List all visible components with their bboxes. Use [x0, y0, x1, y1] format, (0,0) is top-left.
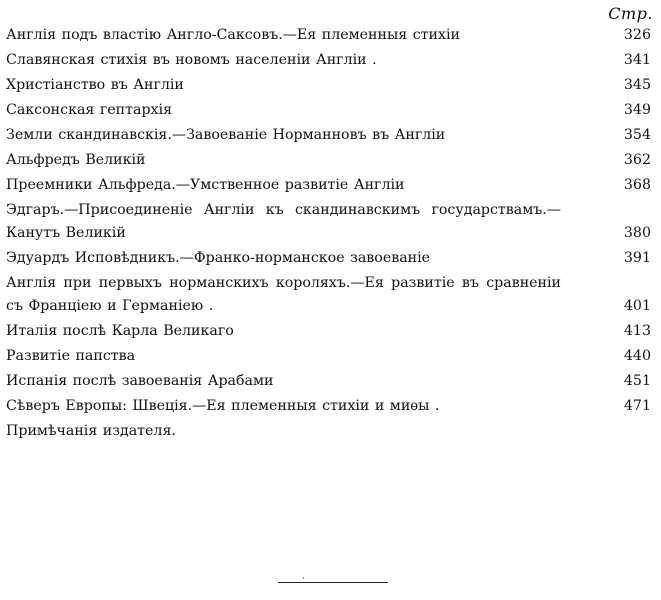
toc-entry-title: Примѣчанія издателя.: [6, 423, 176, 439]
toc-entry: [6, 318, 651, 343]
toc-entry-page: 326: [623, 27, 651, 43]
toc-entry-title: Земли скандинавскія.—Завоеваніе Норманновъ въ Англіи: [6, 127, 446, 143]
toc-entry: [6, 147, 651, 172]
toc-entry-title: Альфредъ Великій: [6, 152, 146, 168]
toc-entry-title: Испанія послѣ завоеванія Арабами: [6, 373, 274, 389]
toc-entry: [6, 368, 651, 393]
toc-entry: [6, 47, 651, 72]
toc-entry-page: 341: [623, 52, 651, 68]
toc-entry-page: 471: [623, 398, 651, 414]
toc-entry-title: Эдгаръ.—Присоединеніе Англіи къ скандинавскимъ государствамъ.—Канутъ Великій: [6, 202, 561, 241]
toc-entry-title: Саксонская гептархія: [6, 102, 173, 118]
toc-entry-page: 380: [623, 225, 651, 241]
toc-entry: [6, 245, 651, 270]
toc-entry-page: 401: [623, 298, 651, 314]
closing-rule: [278, 582, 388, 583]
page-column-label: Стр.: [608, 4, 653, 23]
toc-entry: [6, 343, 651, 368]
toc-entry: [6, 197, 651, 245]
toc-entry-page: 440: [623, 348, 651, 364]
toc-entry-title: Христіанство въ Англіи: [6, 77, 184, 93]
toc-entry-page: 345: [623, 77, 651, 93]
toc-entry-title: Преемники Альфреда.—Умственное развитіе Англіи: [6, 177, 405, 193]
toc-entry-title: Славянская стихія въ новомъ населеніи Англіи .: [6, 52, 377, 68]
toc-entry-page: 391: [623, 250, 651, 266]
toc-entry-page: 362: [623, 152, 651, 168]
toc-entry: [6, 22, 651, 47]
toc-entry-page: 349: [623, 102, 651, 118]
toc-entry-page: 354: [623, 127, 651, 143]
toc-entry: [6, 97, 651, 122]
toc-entry: [6, 72, 651, 97]
toc-entry-page: 368: [623, 177, 651, 193]
toc-entry: [6, 122, 651, 147]
toc-entry-page: 451: [623, 373, 651, 389]
toc-entry-page: 413: [623, 323, 651, 339]
toc-entry-title: Развитіе папства: [6, 348, 136, 364]
toc-entry-title: Англія при первыхъ норманскихъ короляхъ.—Ея развитіе въ сравненіи съ Франціею и Германіею .: [6, 275, 561, 314]
rule-mark: ·: [302, 574, 305, 584]
toc-entry-title: Сѣверъ Европы: Швеція.—Ея племенныя стихіи и миѳы .: [6, 398, 440, 414]
toc-entry: [6, 418, 651, 443]
toc-entry: [6, 393, 651, 418]
toc-entry-title: Эдуардъ Исповѣдникъ.—Франко-норманское завоеваніе: [6, 250, 431, 266]
table-of-contents: [6, 22, 651, 443]
toc-entry-title: Италія послѣ Карла Великаго: [6, 323, 234, 339]
toc-entry: [6, 172, 651, 197]
toc-entry-title: Англія подъ властію Англо-Саксовъ.—Ея племенныя стихіи: [6, 27, 460, 43]
toc-entry: [6, 270, 651, 318]
